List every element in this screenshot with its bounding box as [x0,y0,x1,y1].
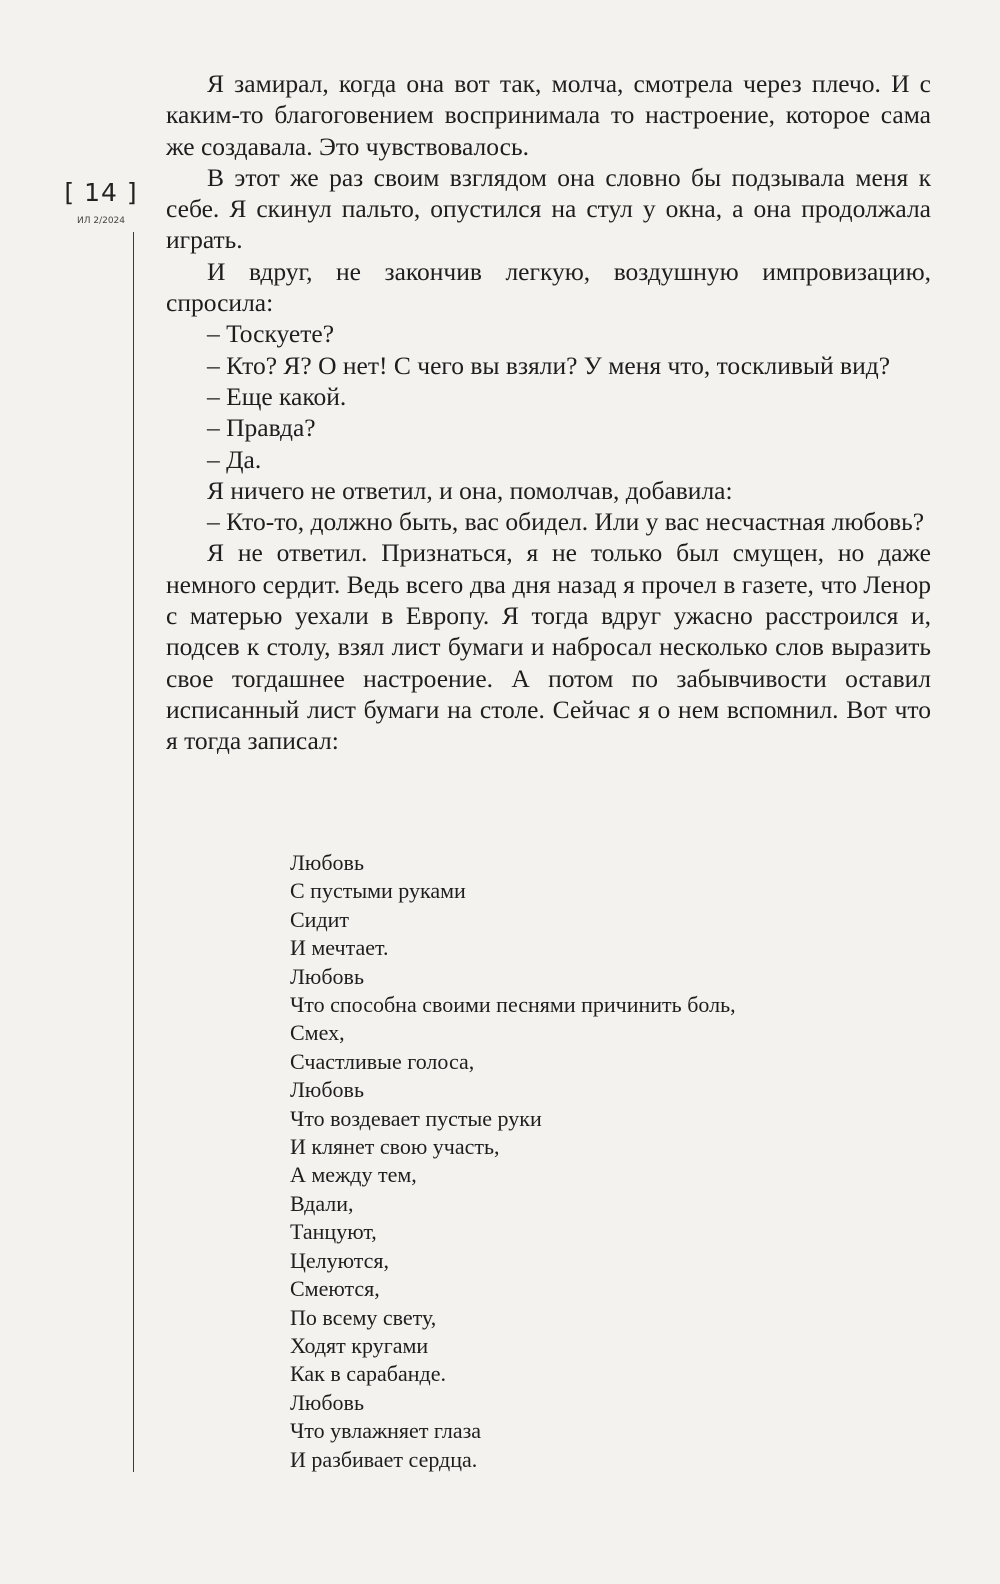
dialogue-line: – Кто? Я? О нет! С чего вы взяли? У меня что, тоскливый вид? [207,350,891,380]
dialogue-line: – Правда? [207,413,316,443]
poem-line: Целуются, [290,1247,390,1273]
poem-line: Любовь [290,850,364,875]
poem-line: Любовь [290,1389,364,1415]
poem-line: По всему свету, [290,1304,437,1330]
poem-line: Что способна своими песнями причинить боль, [290,992,736,1018]
poem-line: Ходят кругами [290,1332,429,1358]
poem-line: С пустыми руками [290,878,466,904]
dialogue-line: – Тоскуете? [207,319,335,349]
paragraph: В этот же раз своим взглядом она словно бы подзывала меня к себе. Я скинул пальто, опустился на стул у окна, а она продолжала играть. [166,162,931,255]
poem-line: Вдали, [290,1190,354,1216]
paragraph: Я ничего не ответил, и она, помолчав, добавила: [207,475,733,505]
dialogue-line: – Еще какой. [207,381,347,411]
dialogue-line: – Кто-то, должно быть, вас обидел. Или у вас несчастная любовь? [207,507,925,537]
paragraph: Я замирал, когда она вот так, молча, смотрела через плечо. И с каким-то благоговением воспринимала то настроение, которое сама же создавала. Это чувствовалось. [166,69,931,161]
poem-line: Любовь [290,1077,364,1103]
page-number: [ 14 ] [64,178,138,207]
prose-block [166,68,931,757]
poem-line: Танцуют, [290,1219,377,1245]
paragraph: И вдруг, не закончив легкую, воздушную импровизацию, спросила: [166,256,931,318]
paragraph: Я не ответил. Признаться, я не только был смущен, но даже немного сердит. Ведь всего два дня назад я прочел в газете, что Ленор с матерью уехали в Европу. Я тогда вдруг ужасно расстроился и, подсев к столу, взял лист бумаги и набросал несколько слов выразить свое тогдашнее настроение. А потом по забывчивости оставил исписанный лист бумаги на столе. Сейчас я о нем вспомнил. Вот что я тогда записал: [166,538,931,756]
poem-line: Как в сарабанде. [290,1361,446,1387]
poem-line: Смеются, [290,1276,380,1302]
issue-label: ИЛ 2/2024 [76,216,126,226]
poem-line: Любовь [290,963,364,989]
margin-rule [133,232,134,1472]
poem-line: Счастливые голоса, [290,1048,475,1074]
poem-line: И мечтает. [290,935,389,961]
poem-line: И разбивает сердца. [290,1446,478,1472]
poem-line: И клянет свою участь, [290,1134,500,1160]
poem-block [290,849,736,1474]
dialogue-line: – Да. [207,444,262,474]
poem-line: Смех, [290,1020,345,1046]
poem-line: Что увлажняет глаза [290,1418,482,1444]
poem-line: А между тем, [290,1162,417,1188]
poem-line: Что воздевает пустые руки [290,1105,542,1131]
poem-line: Сидит [290,906,350,932]
